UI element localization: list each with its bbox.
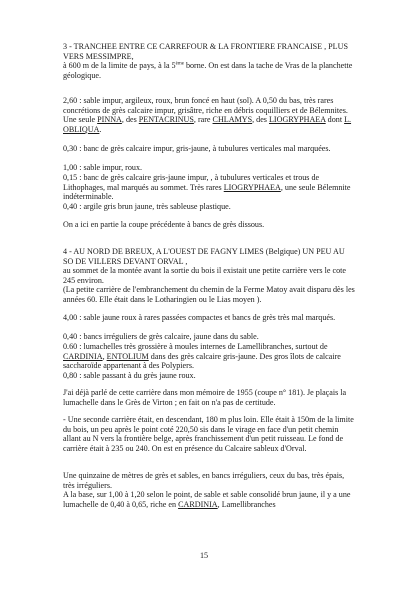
- section-4-desc-2: (La petite carrière de l'embranchement du chemin de la Ferme Matoy avait disparu dès les années 60. Elle était dans le Lotharingien ou le Lias moyen ).: [63, 285, 355, 304]
- layer-0-80: 0,80 : sable passant à du grès jaune roux.: [63, 371, 196, 380]
- section-3-heading: 3 - TRANCHEE ENTRE CE CARREFOUR & LA FRONTIERE FRANCAISE , PLUS VERS MESSIMPRE,: [63, 42, 348, 61]
- second-quarry-paragraph: - Une seconde carrière était, en descendant, 180 m plus loin. Elle était à 150m de la limite du bois, un peu après le point coté 220,50 sis dans le virage en face d'un petit chemin allant au N vers la frontière belge, après franchissement d'un petit ruisseau. Le fond de carrière était à 235 ou 240. On est en présence du Calcaire sableux d'Orval.: [63, 415, 354, 453]
- section-3-location: à 600 m de la limite de pays, à la 5ème borne. On est dans la tache de Vras de la planchette géologique.: [63, 61, 353, 80]
- layer-2-60: 2,60 : sable impur, argileux, roux, brun foncé en haut (sol). A 0,50 du bas, très rares concrétions de grès calcaire impur, grisâtre, riche en débris coquilliers et de Bélemnites. Une seule PINNA, des PENTACRINUS, rare CHLAMYS, des LIOGRYPHAEA dont L. OBLIQUA.: [63, 96, 352, 134]
- layer-0-60: 0.60 : lumachelles très grossière à moules internes de Lamellibranches, surtout de CARDINIA, ENTOLIUM dans des grès calcaire gris-jaune. Des gros îlots de calcaire saccharoïde appartenant à des Polypiers.: [63, 342, 341, 371]
- taxon-cardinia-2: CARDINIA: [178, 499, 218, 509]
- base-paragraph: A la base, sur 1,00 à 1,20 selon le point, de sable et sable consolidé brun jaune, il y a une lumachelle de 0,40 à 0,65, riche en CARDINIA, Lamellibranches: [63, 490, 351, 509]
- section-4-heading: 4 - AU NORD DE BREUX, A L'OUEST DE FAGNY LIMES (Belgique) UN PEU AU SO DE VILLERS DEVANT ORVAL ,: [63, 247, 345, 266]
- layer-0-40: 0,40 : argile gris brun jaune, très sableuse plastique.: [63, 202, 231, 211]
- taxon-cardinia: CARDINIA: [63, 351, 103, 361]
- taxon-pinna: PINNA: [97, 115, 122, 125]
- layer-0-15: 0,15 : banc de grès calcaire gris-jaune impur, , à tubulures verticales et trous de Lithophages, mal marqués au sommet. Très rares LIOGRYPHAEA, une seule Bélemnite indéterminable.: [63, 173, 351, 202]
- memo-paragraph: J'ai déjà parlé de cette carrière dans mon mémoire de 1955 (coupe n° 181). Je plaçais la lumachelle dans le Grès de Virton ; en fait on n'a pas de certitude.: [63, 388, 347, 407]
- layer-1-00: 1,00 : sable impur, roux.: [63, 163, 143, 172]
- taxon-liogryphaea-2: LIOGRYPHAEA: [223, 182, 281, 192]
- taxon-chlamys: CHLAMYS: [212, 115, 253, 125]
- note-paragraph: On a ici en partie la coupe précédente à bancs de grès dissous.: [63, 220, 265, 229]
- layer-0-40-b: 0,40 : bancs irréguliers de grès calcaire, jaune dans du sable.: [63, 332, 259, 341]
- page-number: 15: [199, 551, 209, 560]
- taxon-entolium: ENTOLIUM: [106, 351, 149, 361]
- taxon-l-obliqua: L. OBLIQUA: [63, 115, 352, 134]
- quinzaine-paragraph: Une quinzaine de mètres de grès et sables, en bancs irréguliers, ceux du bas, très épais, très irréguliers.: [63, 471, 345, 490]
- layer-0-30: 0,30 : banc de grès calcaire impur, gris-jaune, à tubulures verticales mal marquées.: [63, 144, 331, 153]
- section-4-desc: au sommet de la montée avant la sortie du bois il existait une petite carrière vers le cote 245 environ.: [63, 266, 346, 285]
- layer-4-00: 4,00 : sable jaune roux à rares passées compactes et bancs de grès très mal marqués.: [63, 313, 336, 322]
- taxon-pentacrinus: PENTACRINUS: [138, 115, 194, 125]
- taxon-liogryphaea: LIOGRYPHAEA: [268, 115, 326, 125]
